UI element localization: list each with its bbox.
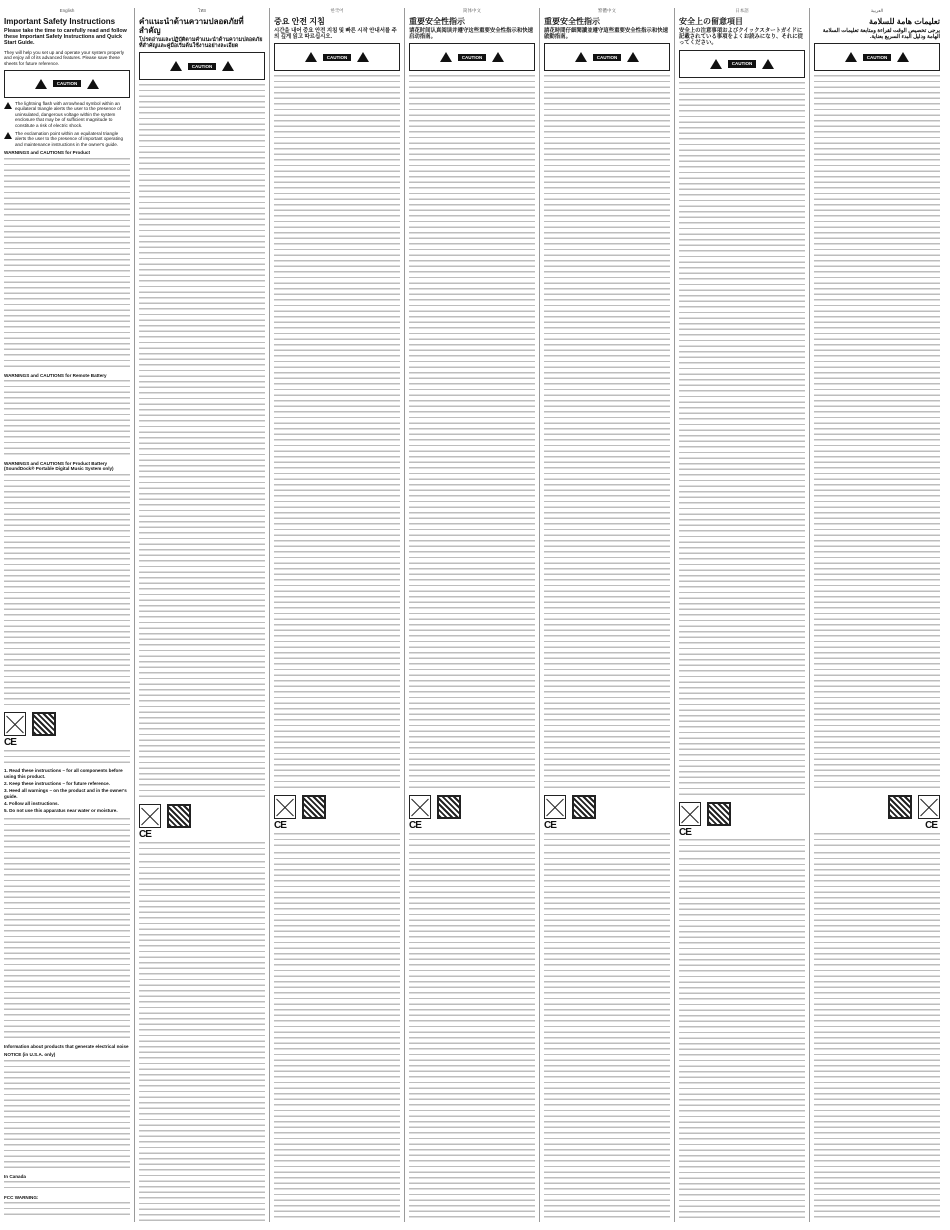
instruction-item: 2. Keep these instructions – for future reference. [4,781,110,787]
instruction-item: 5. Do not use this apparatus near water or moisture. [4,808,118,814]
language-column [139,8,265,1222]
lightning-warning-icon [575,52,587,62]
compliance-text [544,832,670,849]
caution-box [409,43,535,71]
exclamation-warning-icon [222,61,234,71]
compliance-text [139,841,265,858]
instructions-text [4,817,130,1041]
warnings-text [139,83,265,800]
section-title: 重要安全性指示 [409,16,465,26]
warnings-text [4,157,130,370]
caution-box [274,43,400,71]
caution-box [544,43,670,71]
instruction-list [4,768,130,813]
caution-box [679,50,805,78]
language-label: ไทย [198,8,206,13]
crossed-bin-icon [918,795,940,819]
instructions-text [679,857,805,1222]
exclamation-warning-icon [845,52,857,62]
crossed-bin-icon [679,802,701,826]
notice-heading: NOTICE (in U.S.A. only) [4,1052,56,1058]
warnings-text [814,74,940,791]
notice-text [4,1059,130,1171]
symbol-note [4,101,130,129]
warnings-text [4,379,130,457]
compliance-text [409,832,535,849]
column-divider [809,8,810,1222]
ce-mark-icon: CE [4,737,16,749]
instructions-text [544,851,670,1222]
symbol-note [4,131,130,148]
ce-mark-icon: CE [139,829,151,841]
section-title: 重要安全性指示 [544,16,600,26]
lightning-warning-icon [35,79,47,89]
section-title: تعليمات هامة للسلامة [869,16,940,26]
lightning-warning-icon [305,52,317,62]
crossed-bin-icon [544,795,566,819]
section-subtitle: يرجى تخصيص الوقت لقراءة ومتابعة تعليمات السلامة الهامة ودليل البدء السريع بعناية. [822,27,940,40]
compliance-text [274,832,400,849]
language-label: 简体中文 [463,8,481,13]
caution-label: CAUTION [863,54,892,62]
warnings-text [544,74,670,791]
instruction-item: 4. Follow all instructions. [4,800,59,806]
column-divider [269,8,270,1222]
exclamation-warning-icon [492,52,504,62]
caution-box [814,43,940,71]
recycling-mark-icon [302,795,326,819]
caution-label: CAUTION [188,63,217,71]
recycling-mark-icon [707,802,731,826]
crossed-bin-icon [409,795,431,819]
ce-compliance [409,820,535,832]
ce-compliance [274,820,400,832]
compliance-text [4,749,130,766]
language-column [274,8,400,1222]
column-divider [539,8,540,1222]
disposal-icons [274,795,400,819]
disposal-icons [544,795,670,819]
language-column [679,8,805,1222]
language-label: 日本語 [735,8,749,13]
section-subtitle: 请花时间认真阅读并遵守这些重要安全性指示和快速启动指南。 [409,27,533,40]
instruction-item: 1. Read these instructions – for all components before using this product. [4,768,123,780]
disposal-icons [679,802,805,826]
recycling-mark-icon [888,795,912,819]
crossed-bin-icon [139,804,161,828]
ce-mark-icon: CE [274,820,286,832]
column-divider [134,8,135,1222]
section-heading: WARNINGS and CAUTIONS for Product [4,150,91,156]
caution-label: CAUTION [593,54,622,62]
section-heading: FCC WARNING: [4,1194,39,1200]
language-column [814,8,940,1222]
ce-mark-icon: CE [409,820,421,832]
instructions-text [274,851,400,1222]
caution-label: CAUTION [458,54,487,62]
exclamation-warning-icon [357,52,369,62]
language-column [409,8,535,1222]
language-column [544,8,670,1222]
section-title: 중요 안전 지침 [274,16,325,26]
ce-mark-icon: CE [544,820,556,832]
intro-text: They will help you set up and operate your system properly and enjoy all of its advanced features. Please save these sheets for future reference. [4,49,125,66]
caution-box [139,52,265,80]
instructions-text [139,860,265,1222]
compliance-text [814,832,940,849]
language-label: 한국어 [330,8,344,13]
warnings-text [409,74,535,791]
column-divider [404,8,405,1222]
lightning-triangle-icon [4,102,12,109]
caution-label: CAUTION [728,60,757,68]
section-title: 安全上の留意項目 [679,16,743,26]
section-heading: WARNINGS and CAUTIONS for Remote Battery [4,372,107,378]
recycling-mark-icon [32,712,56,736]
lightning-warning-icon [440,52,452,62]
column-divider [674,8,675,1222]
warnings-text [274,74,400,791]
instructions-text [409,851,535,1222]
disposal-icons [814,795,940,819]
language-label: 繁體中文 [598,8,616,13]
section-heading: Information about products that generate electrical noise [4,1043,129,1049]
ce-mark-icon: CE [679,826,691,838]
compliance-text [679,838,805,855]
disposal-icons [409,795,535,819]
disposal-icons [4,712,130,736]
lightning-warning-icon [897,52,909,62]
crossed-bin-icon [4,712,26,736]
ce-compliance [679,826,805,838]
section-subtitle: 請花時間仔細閱讀並遵守這些重要安全性指示和快速啟動指南。 [544,27,668,40]
instruction-item: 3. Heed all warnings – on the product and in the owner's guide. [4,788,127,799]
language-label: العربية [870,8,884,13]
caution-label: CAUTION [53,80,82,88]
recycling-mark-icon [167,804,191,828]
fcc-text [4,1201,130,1218]
warnings-text [4,473,130,708]
ce-compliance [544,820,670,832]
exclamation-warning-icon [762,59,774,69]
exclamation-triangle-icon [4,132,12,139]
ce-compliance [4,737,130,749]
section-title: คำแนะนำด้านความปลอดภัยที่สำคัญ [139,16,244,35]
language-column [4,8,130,1222]
ce-compliance [814,820,940,832]
lightning-warning-icon [170,61,182,71]
section-subtitle: 安全上の注意事項およびクイックスタートガイドに記載されている事項をよくお読みになり、それに従ってください。 [679,27,803,47]
ce-compliance [139,829,265,841]
section-subtitle: โปรดอ่านและปฏิบัติตามคำแนะนำด้านความปลอดภัยที่สำคัญและคู่มือเริ่มต้นใช้งานอย่างละเอียด [139,36,263,49]
section-heading: WARNINGS and CAUTIONS for Product Battery (SoundDock® Portable Digital Music System only) [4,460,114,472]
section-subtitle: 시간을 내어 중요 안전 지침 및 빠른 시작 안내서를 주의 깊게 읽고 따르십시오. [274,27,397,40]
ce-mark-icon: CE [925,820,937,832]
caution-box [4,70,130,98]
language-label: English [59,8,75,13]
instructions-text [814,851,940,1222]
caution-label: CAUTION [323,54,352,62]
symbol-note-text: The exclamation point within an equilateral triangle alerts the user to the presence of important operating and maintenance instructions in the owner's guide. [15,130,124,147]
exclamation-warning-icon [627,52,639,62]
symbol-note-text: The lightning flash with arrowhead symbol within an equilateral triangle alerts the user to the presence of uninsulated, dangerous voltage within the system enclosure that may be of sufficient magnitude to constitute a risk of electric shock. [15,100,121,128]
lightning-warning-icon [710,59,722,69]
disposal-icons [139,804,265,828]
section-title: Important Safety Instructions [4,16,116,26]
section-subtitle: Please take the time to carefully read and follow these Important Safety Instructions and Quick Start Guide. [4,27,127,47]
crossed-bin-icon [274,795,296,819]
exclamation-warning-icon [87,79,99,89]
canada-text [4,1180,130,1191]
recycling-mark-icon [437,795,461,819]
warnings-text [679,81,805,798]
recycling-mark-icon [572,795,596,819]
section-heading: In Canada [4,1173,26,1179]
